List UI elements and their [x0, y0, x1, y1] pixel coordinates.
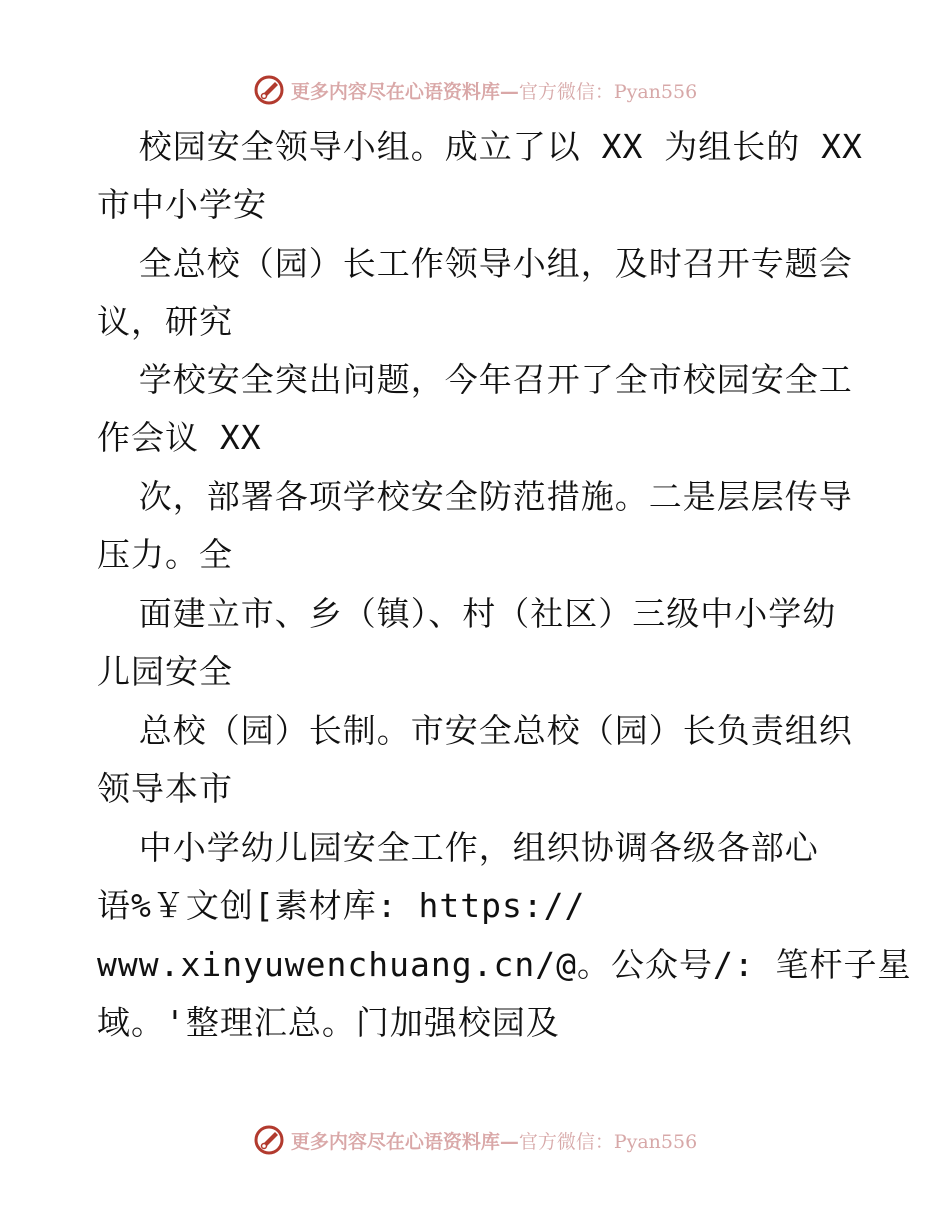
text-line: 校园安全领导小组。成立了以 XX 为组长的 XX — [97, 127, 863, 166]
text-line: 压力。全 — [97, 535, 233, 574]
text-line: 面建立市、乡（镇）、村（社区）三级中小学幼 — [97, 594, 837, 633]
text-line: www.xinyuwenchuang.cn/@。公众号/: 笔杆子星 — [97, 945, 912, 984]
text-line: 全总校（园）长工作领导小组，及时召开专题会 — [97, 244, 853, 283]
text-line: 次，部署各项学校安全防范措施。二是层层传导 — [97, 477, 853, 516]
text-line: 市中小学安 — [97, 185, 267, 224]
text-line: 总校（园）长制。市安全总校（园）长负责组织 — [97, 711, 853, 750]
banner-main-text: 更多内容尽在心语资料库— — [290, 80, 519, 103]
text-line: 议，研究 — [97, 302, 233, 341]
text-line: 语%￥文创[素材库: https:// — [97, 886, 586, 925]
text-line: 学校安全突出问题，今年召开了全市校园安全工 — [97, 360, 853, 399]
banner-text — [291, 1127, 697, 1154]
banner-text — [291, 77, 697, 104]
logo-icon — [253, 74, 285, 106]
banner-main-text: 更多内容尽在心语资料库— — [290, 1130, 519, 1153]
text-line: 儿园安全 — [97, 652, 233, 691]
text-line: 领导本市 — [97, 769, 233, 808]
logo-icon — [253, 1124, 285, 1156]
banner-wechat-text: 官方微信：Pyan556 — [518, 1130, 698, 1153]
header-banner — [0, 70, 950, 110]
banner-wechat-text: 官方微信：Pyan556 — [518, 80, 698, 103]
text-line: 作会议 XX — [97, 418, 262, 457]
text-line: 域。'整理汇总。门加强校园及 — [97, 1003, 560, 1042]
text-line: 中小学幼儿园安全工作，组织协调各级各部心 — [97, 828, 819, 867]
footer-banner — [0, 1120, 950, 1160]
